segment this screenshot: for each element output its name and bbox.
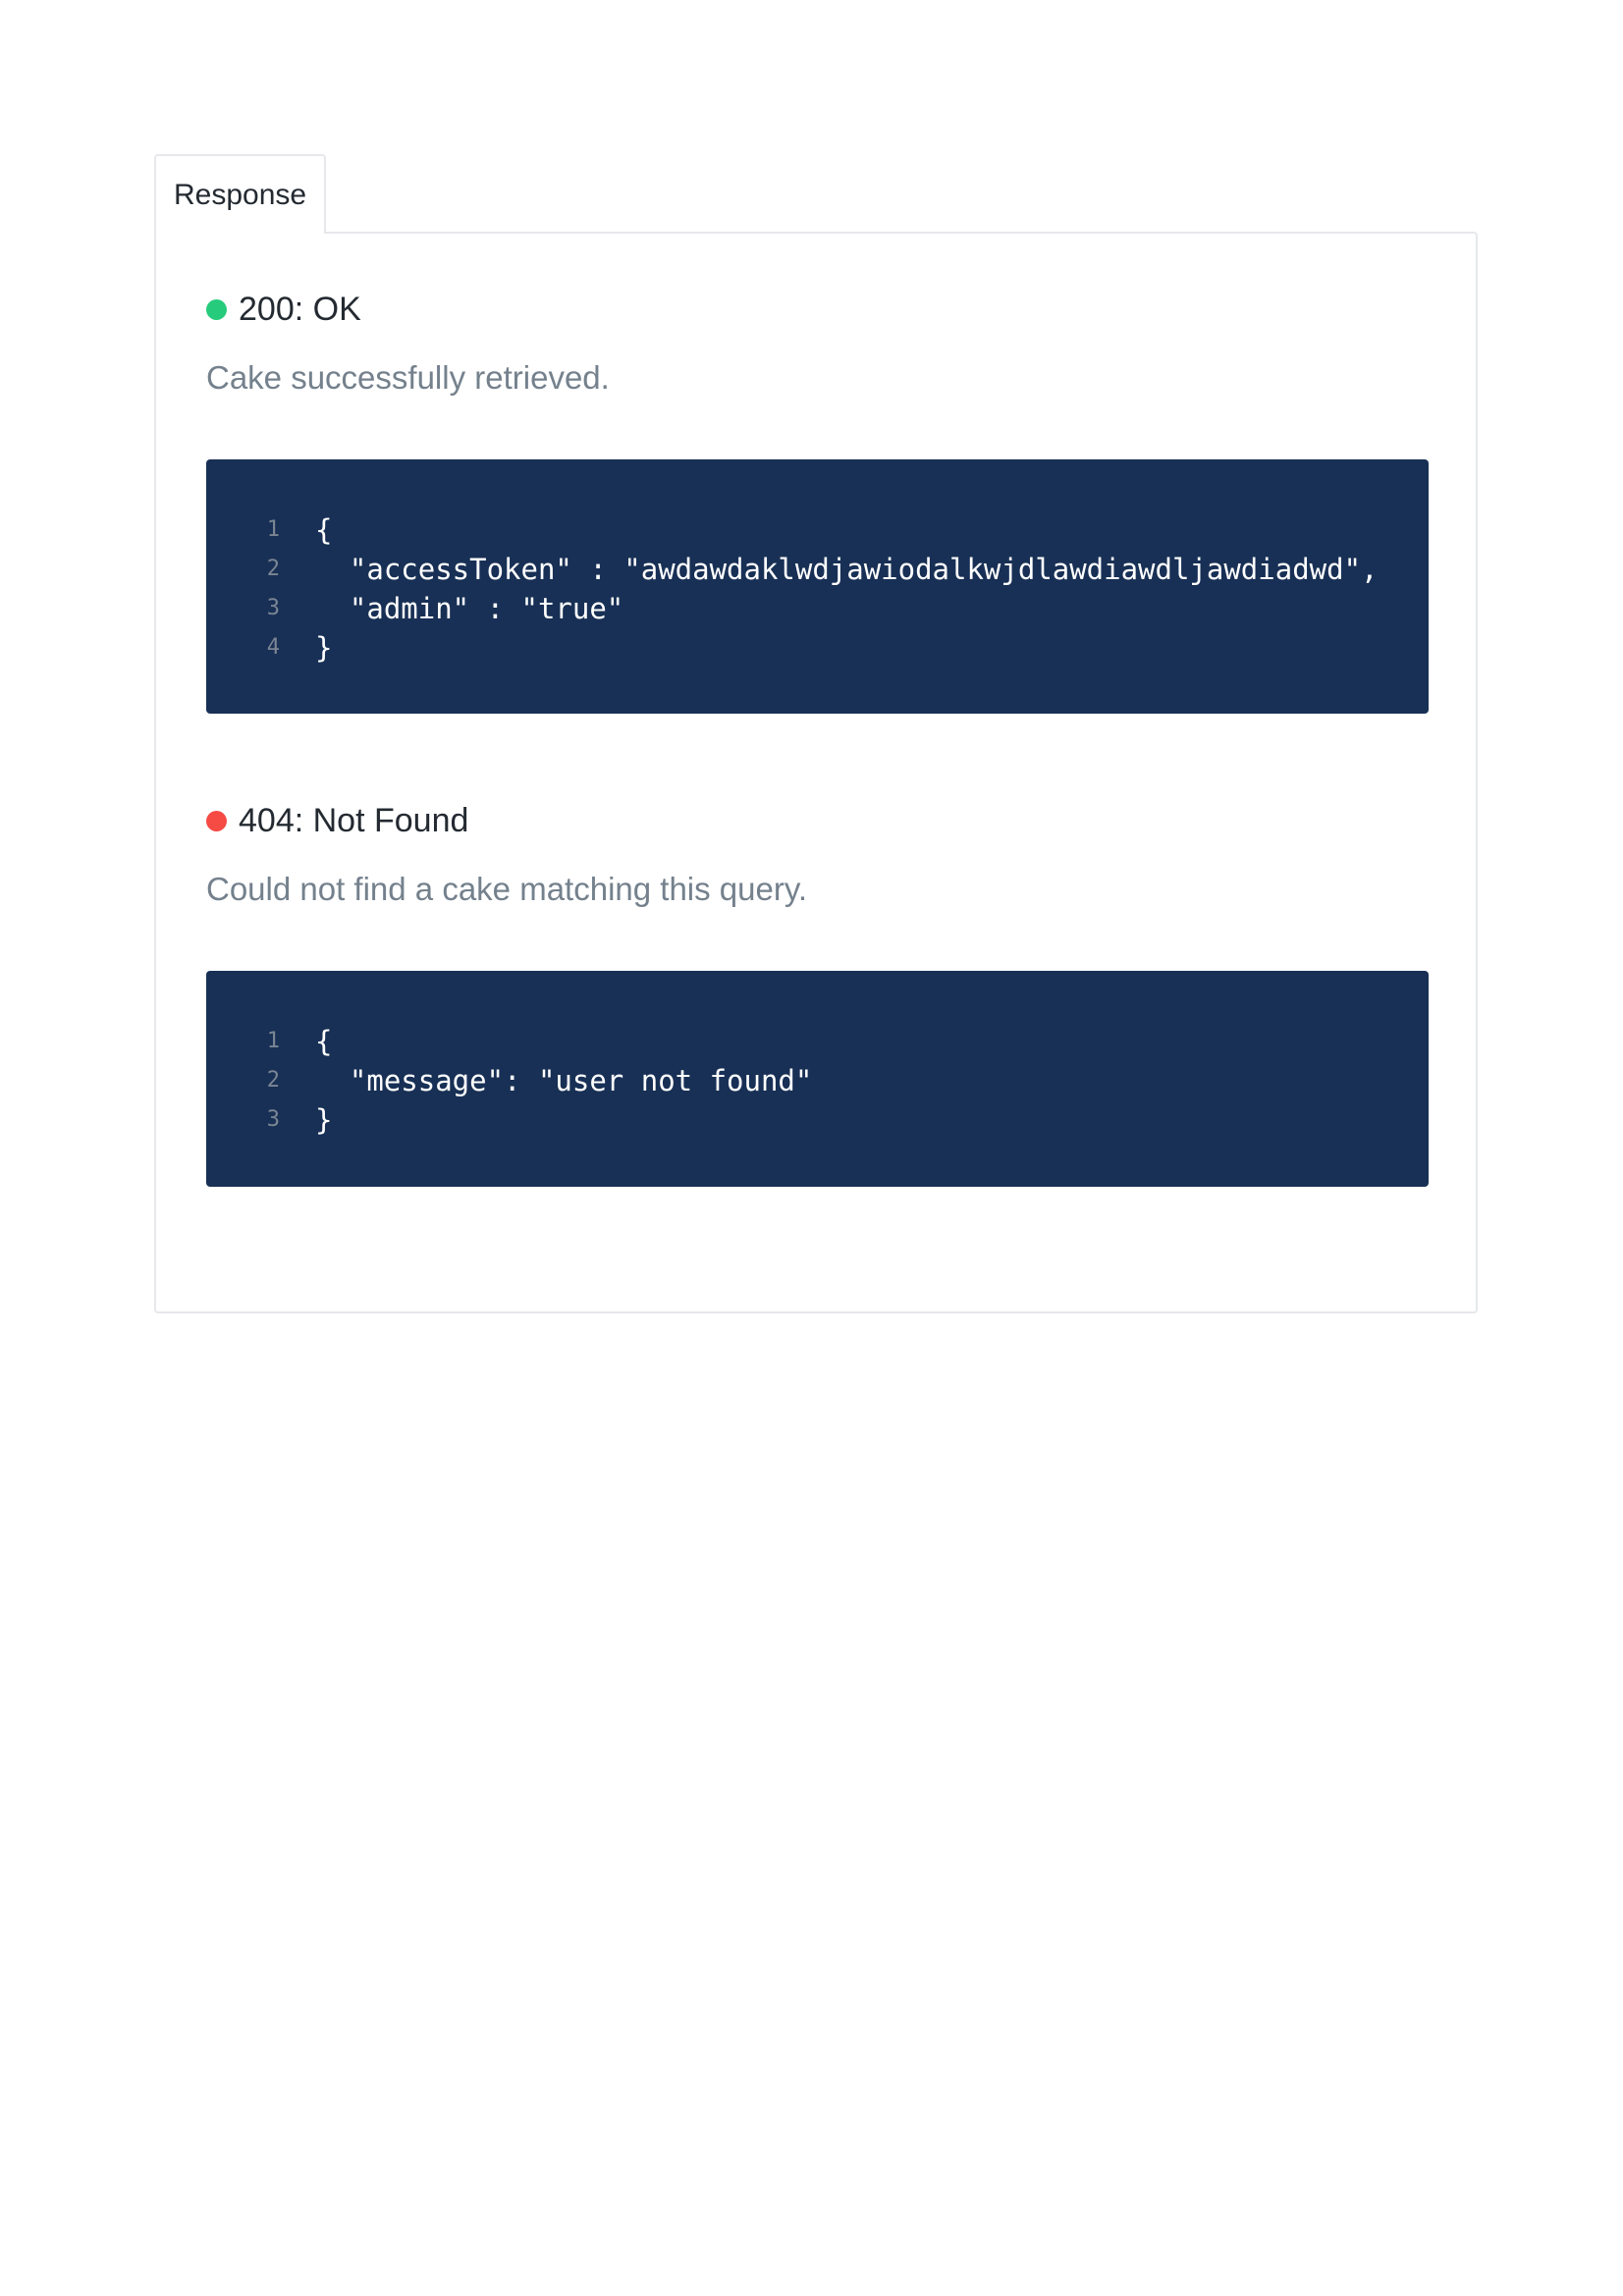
code-line [206, 1022, 1429, 1061]
code-block [206, 459, 1429, 714]
line-number: 1 [266, 517, 280, 542]
code-text: { [315, 513, 333, 547]
line-number: 4 [266, 635, 280, 660]
code-text: "admin" : "true" [315, 592, 624, 625]
line-number: 1 [266, 1029, 280, 1053]
status-description: Cake successfully retrieved. [206, 359, 610, 396]
response-200 [206, 285, 1429, 714]
code-block [206, 971, 1429, 1187]
line-number: 2 [266, 1068, 280, 1093]
line-number: 3 [266, 596, 280, 620]
code-text: } [315, 631, 333, 665]
line-number: 2 [266, 557, 280, 581]
status-description: Could not find a cake matching this query. [206, 871, 808, 907]
code-text: "accessToken" : "awdawdaklwdjawiodalkwjdlawdiawdljawdiadwd", [315, 553, 1379, 586]
error-dot-icon [206, 811, 227, 831]
code-text: } [315, 1103, 333, 1137]
code-line [206, 1061, 1429, 1100]
status-label: 404: Not Found [239, 802, 469, 839]
code-text: { [315, 1025, 333, 1058]
response-panel [154, 232, 1478, 1313]
line-number: 3 [266, 1107, 280, 1132]
status-row [206, 285, 1429, 334]
code-line [206, 628, 1429, 667]
response-tabs [154, 154, 326, 233]
code-line [206, 510, 1429, 550]
status-row [206, 796, 1429, 845]
success-dot-icon [206, 299, 227, 320]
response-404 [206, 796, 1429, 1187]
tab-response[interactable]: Response [154, 154, 326, 234]
code-line [206, 550, 1429, 589]
code-line [206, 589, 1429, 628]
status-label: 200: OK [239, 291, 361, 328]
code-text: "message": "user not found" [315, 1064, 813, 1097]
code-line [206, 1100, 1429, 1140]
